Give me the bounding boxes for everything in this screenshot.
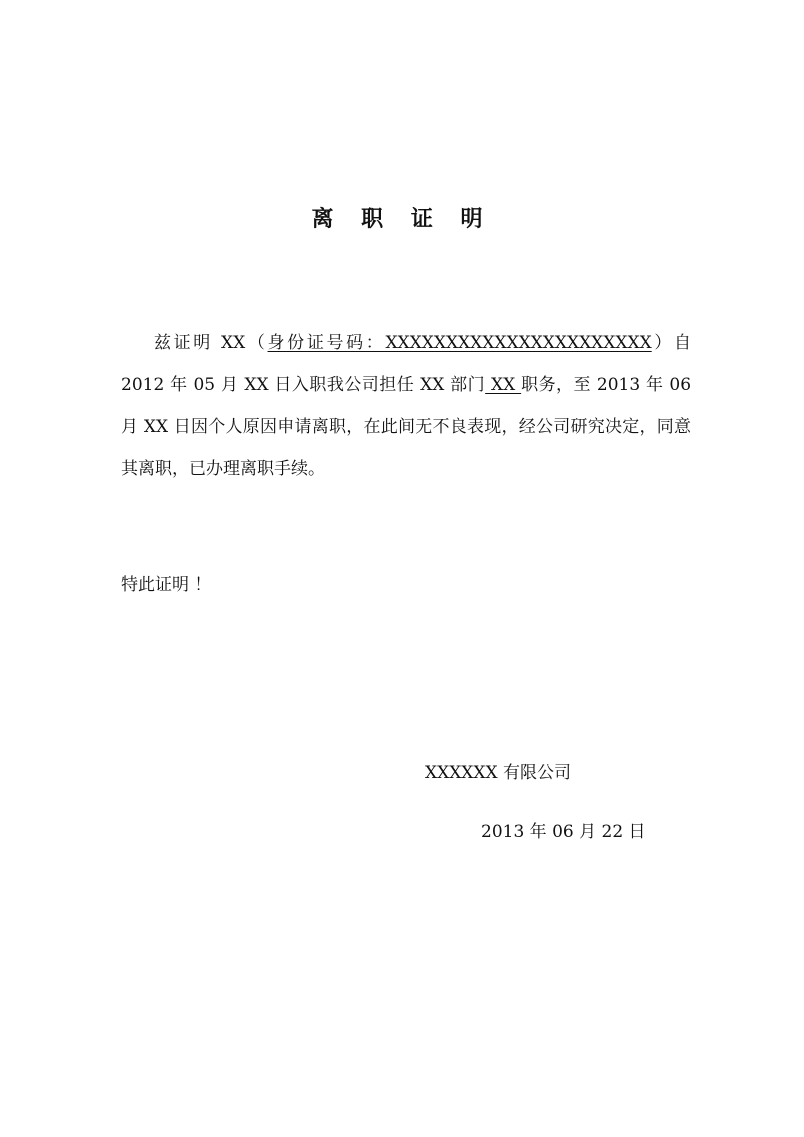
paragraph-text-end: 职务，至 2013 年 06 月 XX 日因个人原因申请离职，在此间无不良表现，经公司研究决定，同意其离职，已办理离职手续。 bbox=[121, 375, 692, 479]
document-title: 离 职 证 明 bbox=[311, 207, 493, 232]
paragraph-text-start: 兹证明 XX（ bbox=[154, 333, 268, 353]
closing-statement: 特此证明 ！ bbox=[121, 575, 212, 595]
certificate-body bbox=[121, 322, 691, 490]
id-number-underlined: 身份证号码：XXXXXXXXXXXXXXXXXXXXXX bbox=[267, 333, 652, 353]
paragraph-text-middle: ）自 2012 年 05 月 XX 日入职我公司担任 XX 部门 bbox=[121, 333, 692, 395]
position-underlined: XX bbox=[485, 375, 522, 395]
issue-date: 2013 年 06 月 22 日 bbox=[481, 822, 646, 842]
company-signature: XXXXXX 有限公司 bbox=[425, 763, 572, 783]
certificate-paragraph bbox=[121, 322, 691, 490]
